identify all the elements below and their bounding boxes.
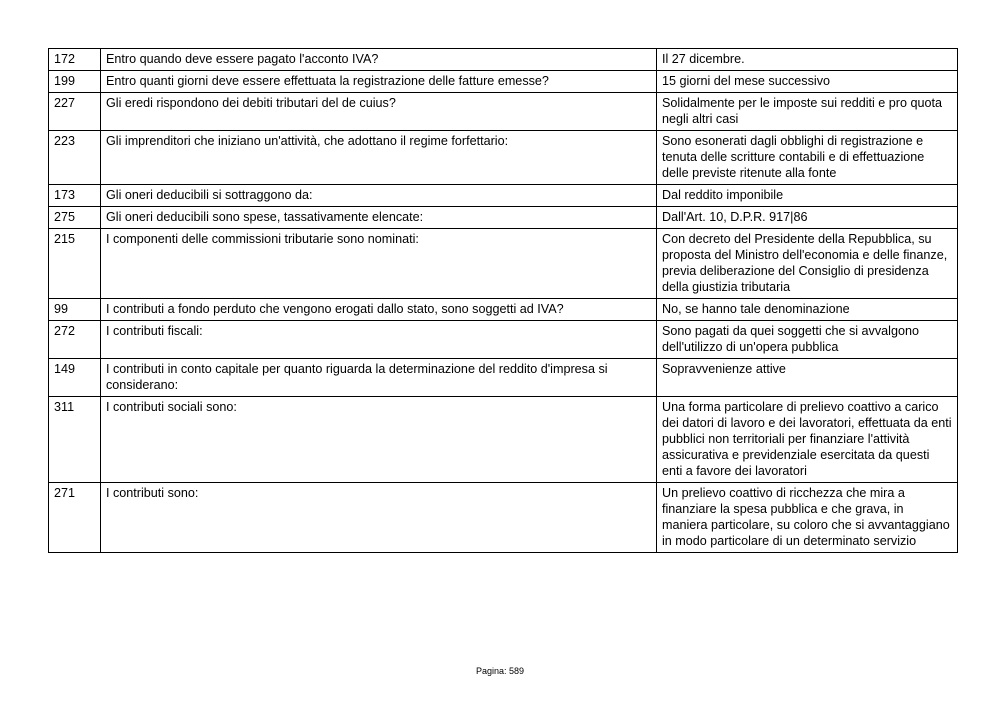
question-id: 271 [49,483,101,553]
table-row [49,185,958,207]
table-row [49,483,958,553]
question-id: 99 [49,299,101,321]
answer-text: Solidalmente per le imposte sui redditi e pro quota negli altri casi [657,93,958,131]
table-row [49,207,958,229]
question-text: I contributi a fondo perduto che vengono erogati dallo stato, sono soggetti ad IVA? [101,299,657,321]
question-text: I componenti delle commissioni tributarie sono nominati: [101,229,657,299]
question-text: Entro quando deve essere pagato l'acconto IVA? [101,49,657,71]
question-id: 275 [49,207,101,229]
answer-text: 15 giorni del mese successivo [657,71,958,93]
page-number: Pagina: 589 [475,666,525,676]
question-text: Gli oneri deducibili sono spese, tassativamente elencate: [101,207,657,229]
table-row [49,71,958,93]
question-text: I contributi fiscali: [101,321,657,359]
table-row [49,93,958,131]
answer-text: No, se hanno tale denominazione [657,299,958,321]
table-row [49,397,958,483]
question-id: 227 [49,93,101,131]
question-id: 173 [49,185,101,207]
question-text: Gli imprenditori che iniziano un'attività, che adottano il regime forfettario: [101,131,657,185]
question-text: I contributi in conto capitale per quanto riguarda la determinazione del reddito d'impresa si considerano: [101,359,657,397]
table-row [49,229,958,299]
question-id: 272 [49,321,101,359]
question-id: 199 [49,71,101,93]
table-body [49,49,958,553]
question-text: Gli eredi rispondono dei debiti tributari del de cuius? [101,93,657,131]
question-text: I contributi sono: [101,483,657,553]
question-text: I contributi sociali sono: [101,397,657,483]
question-text: Entro quanti giorni deve essere effettuata la registrazione delle fatture emesse? [101,71,657,93]
answer-text: Un prelievo coattivo di ricchezza che mira a finanziare la spesa pubblica e che grava, in maniera particolare, su coloro che si avvantaggiano in modo particolare di un determinato servizio [657,483,958,553]
question-text: Gli oneri deducibili si sottraggono da: [101,185,657,207]
answer-text: Dall'Art. 10, D.P.R. 917|86 [657,207,958,229]
answer-text: Sono esonerati dagli obblighi di registrazione e tenuta delle scritture contabili e di effettuazione delle previste ritenute alla fonte [657,131,958,185]
answer-text: Sono pagati da quei soggetti che si avvalgono dell'utilizzo di un'opera pubblica [657,321,958,359]
question-id: 149 [49,359,101,397]
table-row [49,359,958,397]
answer-text: Sopravvenienze attive [657,359,958,397]
question-id: 223 [49,131,101,185]
answer-text: Con decreto del Presidente della Repubblica, su proposta del Ministro dell'economia e delle finanze, previa deliberazione del Consiglio di presidenza della giustizia tributaria [657,229,958,299]
question-id: 311 [49,397,101,483]
question-answer-table [48,48,958,553]
answer-text: Una forma particolare di prelievo coattivo a carico dei datori di lavoro e dei lavoratori, effettuata da enti pubblici non territoriali per finanziare l'attività assicurativa e previdenziale esercitata da questi enti a favore dei lavoratori [657,397,958,483]
question-id: 172 [49,49,101,71]
table-row [49,299,958,321]
table-row [49,49,958,71]
answer-text: Il 27 dicembre. [657,49,958,71]
answer-text: Dal reddito imponibile [657,185,958,207]
table-row [49,131,958,185]
question-id: 215 [49,229,101,299]
table-row [49,321,958,359]
